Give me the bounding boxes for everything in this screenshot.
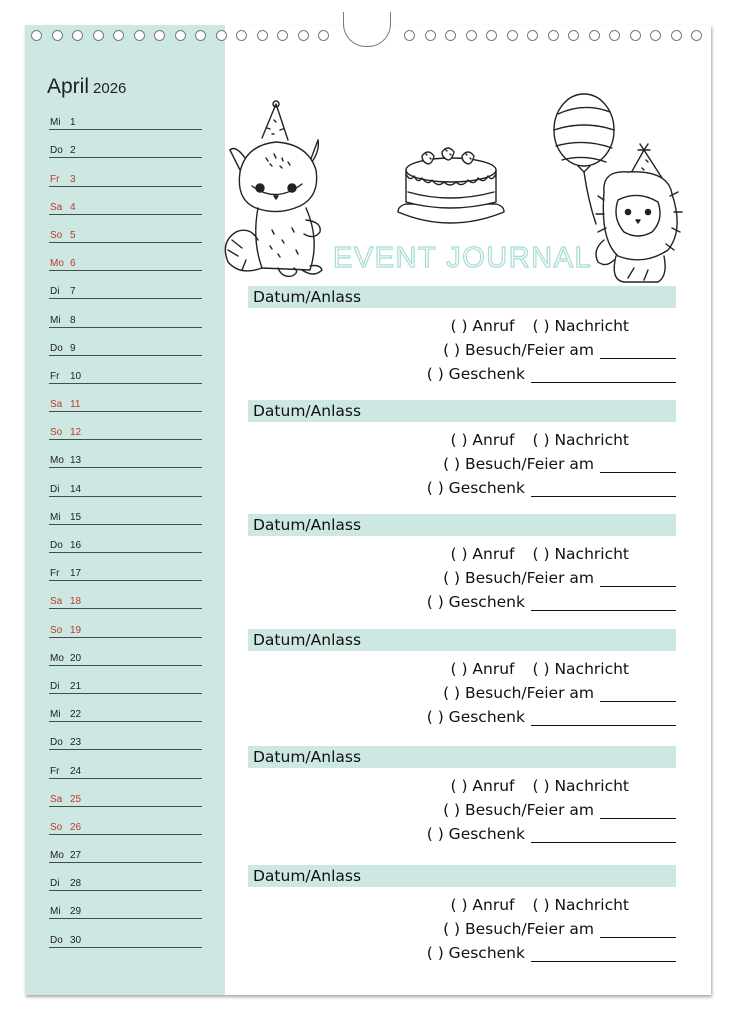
call-checkbox-label[interactable]: ( ) Anruf — [450, 896, 515, 914]
calendar-day-row — [49, 102, 202, 130]
weekday-label: Sa — [50, 399, 63, 411]
day-number: 10 — [70, 370, 82, 382]
journal-entry — [248, 629, 676, 733]
contact-options-row — [450, 896, 676, 914]
year: 2026 — [93, 80, 127, 97]
day-number: 22 — [70, 709, 82, 721]
call-checkbox-label[interactable]: ( ) Anruf — [450, 431, 515, 449]
day-number: 5 — [70, 229, 76, 241]
call-checkbox-label[interactable]: ( ) Anruf — [450, 545, 515, 563]
visit-date-field[interactable] — [600, 344, 676, 359]
gift-checkbox-label[interactable]: ( ) Geschenk — [426, 944, 525, 962]
binding-hole — [404, 30, 415, 41]
visit-row — [443, 684, 676, 702]
day-number: 2 — [70, 145, 76, 157]
weekday-label: Sa — [50, 793, 63, 805]
day-number: 20 — [70, 652, 82, 664]
contact-options-row — [450, 545, 676, 563]
calendar-day-row — [49, 130, 202, 158]
calendar-day-row — [49, 863, 202, 891]
day-list — [49, 102, 202, 948]
day-number: 7 — [70, 286, 76, 298]
message-checkbox-label[interactable]: ( ) Nachricht — [532, 896, 629, 914]
day-number: 8 — [70, 314, 76, 326]
journal-entry — [248, 865, 676, 969]
visit-date-field[interactable] — [600, 804, 676, 819]
binding-hole — [134, 30, 145, 41]
calendar-day-row — [49, 553, 202, 581]
calendar-day-row — [49, 497, 202, 525]
entry-header: Datum/Anlass — [248, 865, 676, 887]
journal-title: EVENT JOURNAL — [333, 242, 593, 274]
calendar-day-row — [49, 891, 202, 919]
gift-checkbox-label[interactable]: ( ) Geschenk — [426, 479, 525, 497]
calendar-day-row — [49, 215, 202, 243]
binding-hole — [486, 30, 497, 41]
calendar-day-row — [49, 187, 202, 215]
entry-header: Datum/Anlass — [248, 629, 676, 651]
binding-hole — [445, 30, 456, 41]
weekday-label: Mi — [50, 709, 61, 721]
weekday-label: So — [50, 821, 63, 833]
binding-hole — [589, 30, 600, 41]
gift-row — [427, 593, 676, 611]
calendar-day-row — [49, 722, 202, 750]
gift-checkbox-label[interactable]: ( ) Geschenk — [426, 825, 525, 843]
day-number: 25 — [70, 793, 82, 805]
binding-hole — [93, 30, 104, 41]
gift-field[interactable] — [531, 711, 676, 726]
day-number: 15 — [70, 511, 82, 523]
visit-date-field[interactable] — [600, 572, 676, 587]
visit-checkbox-label[interactable]: ( ) Besuch/Feier am — [443, 684, 594, 702]
binding-hole — [154, 30, 165, 41]
day-number: 23 — [70, 737, 82, 749]
day-number: 1 — [70, 117, 76, 129]
month-name: April — [47, 75, 90, 98]
gift-checkbox-label[interactable]: ( ) Geschenk — [426, 365, 525, 383]
weekday-label: Mo — [50, 850, 64, 862]
day-number: 30 — [70, 934, 82, 946]
weekday-label: Fr — [50, 765, 60, 777]
day-number: 12 — [70, 427, 82, 439]
day-number: 11 — [70, 399, 81, 411]
weekday-label: Do — [50, 342, 63, 354]
weekday-label: Mi — [50, 906, 61, 918]
weekday-label: Sa — [50, 201, 63, 213]
gift-field[interactable] — [531, 828, 676, 843]
day-number: 3 — [70, 173, 76, 185]
spiral-binding — [0, 0, 735, 40]
binding-hole — [671, 30, 682, 41]
gift-checkbox-label[interactable]: ( ) Geschenk — [426, 593, 525, 611]
day-number: 29 — [70, 906, 82, 918]
gift-row — [427, 479, 676, 497]
binding-hole — [630, 30, 641, 41]
visit-date-field[interactable] — [600, 923, 676, 938]
contact-options-row — [450, 317, 676, 335]
calendar-day-row — [49, 412, 202, 440]
gift-checkbox-label[interactable]: ( ) Geschenk — [426, 708, 525, 726]
binding-hole — [72, 30, 83, 41]
gift-field[interactable] — [531, 596, 676, 611]
gift-row — [427, 944, 676, 962]
message-checkbox-label[interactable]: ( ) Nachricht — [532, 777, 629, 795]
visit-checkbox-label[interactable]: ( ) Besuch/Feier am — [443, 569, 594, 587]
binding-hole — [52, 30, 63, 41]
weekday-label: Di — [50, 878, 60, 890]
weekday-label: So — [50, 229, 63, 241]
binding-hole — [318, 30, 329, 41]
calendar-day-row — [49, 750, 202, 778]
day-number: 28 — [70, 878, 82, 890]
calendar-day-row — [49, 609, 202, 637]
visit-date-field[interactable] — [600, 687, 676, 702]
visit-checkbox-label[interactable]: ( ) Besuch/Feier am — [443, 455, 594, 473]
weekday-label: Fr — [50, 568, 60, 580]
visit-row — [443, 920, 676, 938]
calendar-day-row — [49, 328, 202, 356]
day-number: 19 — [70, 624, 82, 636]
calendar-day-row — [49, 779, 202, 807]
calendar-day-row — [49, 694, 202, 722]
binding-hole — [507, 30, 518, 41]
calendar-day-row — [49, 638, 202, 666]
gift-row — [427, 365, 676, 383]
calendar-day-row — [49, 158, 202, 186]
day-number: 26 — [70, 821, 82, 833]
binding-hole — [216, 30, 227, 41]
day-number: 17 — [70, 568, 82, 580]
contact-options-row — [450, 431, 676, 449]
visit-row — [443, 801, 676, 819]
weekday-label: Mi — [50, 117, 61, 129]
weekday-label: Do — [50, 737, 63, 749]
call-checkbox-label[interactable]: ( ) Anruf — [450, 777, 515, 795]
weekday-label: Mo — [50, 258, 64, 270]
message-checkbox-label[interactable]: ( ) Nachricht — [532, 660, 629, 678]
day-number: 14 — [70, 483, 82, 495]
journal-entry — [248, 514, 676, 618]
binding-hole — [548, 30, 559, 41]
message-checkbox-label[interactable]: ( ) Nachricht — [532, 317, 629, 335]
entry-header: Datum/Anlass — [248, 286, 676, 308]
visit-checkbox-label[interactable]: ( ) Besuch/Feier am — [443, 801, 594, 819]
binding-hole — [650, 30, 661, 41]
binding-hole — [277, 30, 288, 41]
visit-row — [443, 341, 676, 359]
binding-hole — [195, 30, 206, 41]
entry-header: Datum/Anlass — [248, 514, 676, 536]
binding-hole — [691, 30, 702, 41]
day-number: 13 — [70, 455, 82, 467]
calendar-day-row — [49, 919, 202, 947]
visit-checkbox-label[interactable]: ( ) Besuch/Feier am — [443, 920, 594, 938]
binding-hole — [609, 30, 620, 41]
day-number: 9 — [70, 342, 76, 354]
binding-hole — [236, 30, 247, 41]
gift-field[interactable] — [531, 947, 676, 962]
weekday-label: Do — [50, 540, 63, 551]
weekday-label: Mi — [50, 314, 61, 326]
calendar-day-row — [49, 243, 202, 271]
day-number: 6 — [70, 258, 76, 270]
journal-entry — [248, 400, 676, 504]
weekday-label: Mi — [50, 511, 61, 523]
calendar-sidebar — [25, 25, 225, 995]
weekday-label: So — [50, 427, 63, 439]
weekday-label: Di — [50, 483, 60, 495]
gift-row — [427, 708, 676, 726]
day-number: 18 — [70, 596, 82, 608]
calendar-day-row — [49, 468, 202, 496]
visit-row — [443, 569, 676, 587]
cake-illustration — [392, 142, 510, 232]
binding-hole — [466, 30, 477, 41]
fox-illustration — [222, 100, 337, 285]
visit-row — [443, 455, 676, 473]
contact-options-row — [450, 777, 676, 795]
journal-entry — [248, 286, 676, 390]
binding-hole — [175, 30, 186, 41]
weekday-label: Sa — [50, 596, 63, 608]
calendar-day-row — [49, 384, 202, 412]
day-number: 16 — [70, 540, 82, 551]
day-number: 4 — [70, 201, 76, 213]
calendar-day-row — [49, 835, 202, 863]
call-checkbox-label[interactable]: ( ) Anruf — [450, 317, 515, 335]
calendar-day-row — [49, 271, 202, 299]
binding-hole — [568, 30, 579, 41]
gift-field[interactable] — [531, 482, 676, 497]
day-number: 24 — [70, 765, 82, 777]
contact-options-row — [450, 660, 676, 678]
calendar-day-row — [49, 525, 202, 553]
weekday-label: Fr — [50, 370, 60, 382]
binding-hole — [257, 30, 268, 41]
weekday-label: Di — [50, 680, 60, 692]
journal-entry — [248, 746, 676, 850]
binding-hole — [527, 30, 538, 41]
visit-date-field[interactable] — [600, 458, 676, 473]
calendar-day-row — [49, 807, 202, 835]
entry-header: Datum/Anlass — [248, 400, 676, 422]
gift-field[interactable] — [531, 368, 676, 383]
message-checkbox-label[interactable]: ( ) Nachricht — [532, 431, 629, 449]
weekday-label: Fr — [50, 173, 60, 185]
call-checkbox-label[interactable]: ( ) Anruf — [450, 660, 515, 678]
weekday-label: Di — [50, 286, 60, 298]
weekday-label: Do — [50, 145, 63, 157]
binding-hole — [298, 30, 309, 41]
binding-hole — [113, 30, 124, 41]
month-title — [47, 75, 126, 99]
entry-header: Datum/Anlass — [248, 746, 676, 768]
gift-row — [427, 825, 676, 843]
weekday-label: Mo — [50, 455, 64, 467]
day-number: 21 — [70, 680, 82, 692]
calendar-day-row — [49, 299, 202, 327]
binding-hole — [31, 30, 42, 41]
weekday-label: So — [50, 624, 63, 636]
calendar-day-row — [49, 666, 202, 694]
day-number: 27 — [70, 850, 82, 862]
visit-checkbox-label[interactable]: ( ) Besuch/Feier am — [443, 341, 594, 359]
weekday-label: Mo — [50, 652, 64, 664]
calendar-day-row — [49, 581, 202, 609]
binding-hole — [425, 30, 436, 41]
weekday-label: Do — [50, 934, 63, 946]
message-checkbox-label[interactable]: ( ) Nachricht — [532, 545, 629, 563]
calendar-day-row — [49, 356, 202, 384]
calendar-day-row — [49, 440, 202, 468]
